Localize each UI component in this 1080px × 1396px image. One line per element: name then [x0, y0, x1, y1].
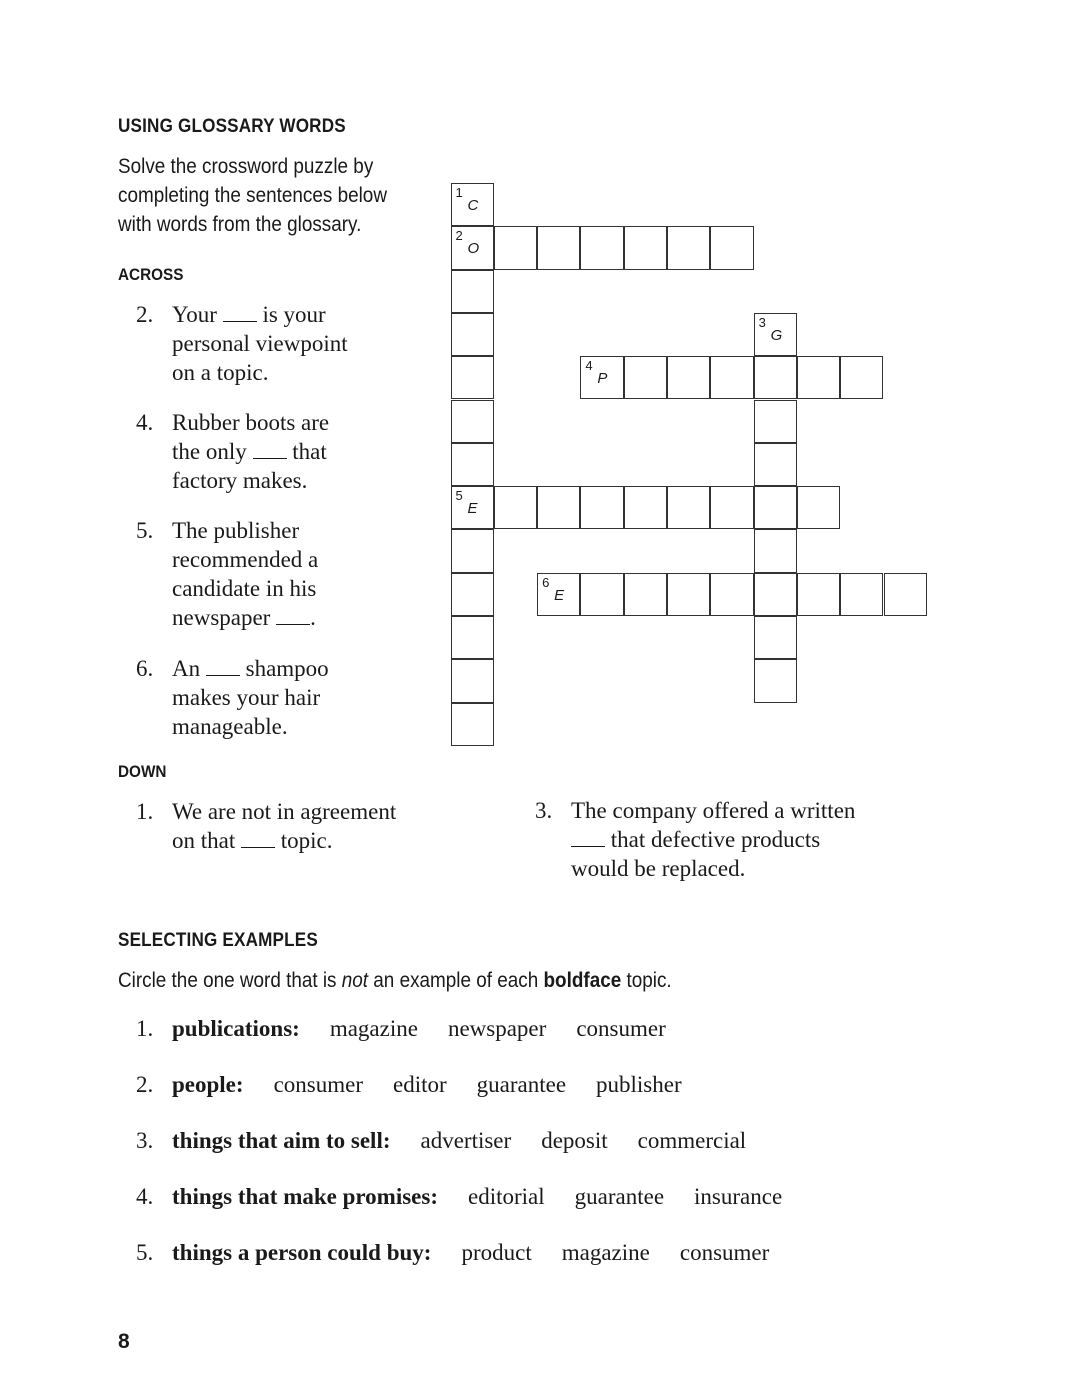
example-option[interactable]: guarantee	[476, 1072, 567, 1097]
intro-line: completing the sentences below	[118, 184, 387, 207]
crossword-cell[interactable]	[451, 573, 494, 616]
intro-text	[118, 152, 415, 239]
crossword-clue-number: 3	[758, 314, 766, 330]
crossword-cell[interactable]	[754, 486, 797, 529]
example-number: 4.	[136, 1184, 154, 1209]
crossword-cell[interactable]	[754, 356, 797, 399]
clue-text	[172, 300, 348, 387]
example-option[interactable]: insurance	[694, 1184, 783, 1209]
clue-segment: candidate in his	[172, 576, 317, 601]
clue-line	[172, 358, 348, 387]
crossword-cell[interactable]	[494, 226, 537, 269]
answer-blank	[206, 657, 240, 676]
example-item	[136, 1072, 712, 1098]
crossword-cell[interactable]	[580, 226, 623, 269]
clue-segment: shampoo	[239, 656, 329, 681]
example-topic: people:	[172, 1072, 244, 1097]
crossword-cell[interactable]	[451, 270, 494, 313]
crossword-cell[interactable]	[754, 529, 797, 572]
example-option[interactable]: magazine	[561, 1240, 650, 1265]
clue-line	[172, 826, 396, 855]
crossword-cell[interactable]	[754, 400, 797, 443]
crossword-cell[interactable]	[667, 356, 710, 399]
example-option[interactable]: editorial	[468, 1184, 545, 1209]
instruction-part: Circle the one word that is	[118, 969, 342, 992]
clue-segment: topic.	[275, 828, 333, 853]
example-topic: things a person could buy:	[172, 1240, 432, 1265]
answer-blank	[223, 303, 257, 322]
crossword-cell[interactable]	[451, 443, 494, 486]
crossword-clue-number: 4	[585, 358, 593, 374]
example-topic: publications:	[172, 1016, 300, 1041]
clue-number: 2.	[136, 302, 154, 327]
crossword-cell[interactable]	[537, 226, 580, 269]
crossword-start-letter: P	[597, 370, 608, 388]
crossword-cell[interactable]	[624, 226, 667, 269]
example-item	[136, 1240, 799, 1266]
crossword-cell[interactable]	[451, 529, 494, 572]
crossword-cell[interactable]	[754, 616, 797, 659]
example-option[interactable]: guarantee	[574, 1184, 665, 1209]
crossword-cell[interactable]	[537, 573, 580, 616]
example-option[interactable]: advertiser	[420, 1128, 512, 1153]
crossword-cell[interactable]	[451, 616, 494, 659]
clue-line	[172, 574, 318, 603]
clue-line	[172, 329, 348, 358]
crossword-cell[interactable]	[580, 486, 623, 529]
example-number: 5.	[136, 1240, 154, 1265]
example-topic: things that aim to sell:	[172, 1128, 391, 1153]
crossword-cell[interactable]	[451, 313, 494, 356]
clue-segment: would be replaced.	[571, 856, 746, 881]
clue-segment: makes your hair	[172, 685, 321, 710]
crossword-cell[interactable]	[797, 486, 840, 529]
crossword-cell[interactable]	[451, 356, 494, 399]
clue-segment: on that	[172, 828, 241, 853]
crossword-cell[interactable]	[451, 659, 494, 702]
crossword-start-letter: O	[467, 240, 480, 258]
clue-line	[172, 683, 329, 712]
example-item	[136, 1184, 812, 1210]
clue-segment: the only	[172, 439, 253, 464]
clue-text	[571, 796, 855, 883]
crossword-cell[interactable]	[451, 226, 494, 269]
crossword-cell[interactable]	[754, 443, 797, 486]
clue-segment: We are not in agreement	[172, 799, 397, 824]
example-number: 2.	[136, 1072, 154, 1097]
crossword-cell[interactable]	[754, 573, 797, 616]
clue-segment: .	[310, 605, 316, 630]
crossword-cell[interactable]	[754, 659, 797, 702]
example-option[interactable]: consumer	[576, 1016, 666, 1041]
crossword-cell[interactable]	[797, 356, 840, 399]
clue-line	[571, 854, 855, 883]
instruction-part: an example of each	[368, 969, 544, 992]
clue-line	[172, 712, 329, 741]
example-number: 3.	[136, 1128, 154, 1153]
crossword-clue-number: 5	[455, 488, 463, 504]
clue-number: 3.	[535, 798, 553, 823]
example-option[interactable]: consumer	[273, 1072, 363, 1097]
crossword-cell[interactable]	[884, 573, 927, 616]
crossword-cell[interactable]	[451, 183, 494, 226]
instruction-not: not	[341, 969, 369, 992]
crossword-start-letter: E	[467, 500, 478, 518]
crossword-clue-number: 1	[455, 185, 463, 200]
crossword-cell[interactable]	[667, 226, 710, 269]
clue-segment: newspaper	[172, 605, 277, 630]
example-topic: things that make promises:	[172, 1184, 439, 1209]
crossword-cell[interactable]	[797, 573, 840, 616]
clue-segment: Your	[172, 302, 223, 327]
crossword-cell[interactable]	[580, 356, 623, 399]
clue-number: 1.	[136, 799, 154, 824]
clue-number: 4.	[136, 410, 154, 435]
example-option[interactable]: product	[461, 1240, 532, 1265]
clue-number: 6.	[136, 656, 154, 681]
clue-line	[172, 797, 396, 826]
crossword-cell[interactable]	[580, 573, 623, 616]
clue-number: 5.	[136, 518, 154, 543]
clue-segment: is your	[256, 302, 326, 327]
clue-segment: The company offered a written	[571, 798, 856, 823]
crossword-cell[interactable]	[840, 356, 883, 399]
across-label: ACROSS	[118, 265, 184, 284]
example-item	[136, 1016, 696, 1042]
answer-blank	[571, 828, 605, 847]
crossword-cell[interactable]	[451, 703, 494, 746]
section-title-examples: SELECTING EXAMPLES	[118, 930, 318, 951]
crossword-start-letter: E	[554, 586, 565, 604]
clue-text	[172, 408, 329, 495]
clue-line	[172, 437, 329, 466]
clue-line	[172, 408, 329, 437]
crossword-start-letter: C	[467, 197, 479, 214]
clue-segment: An	[172, 656, 206, 681]
clue-line	[172, 466, 329, 495]
clue-line	[172, 545, 318, 574]
section-title-glossary: USING GLOSSARY WORDS	[118, 116, 346, 137]
crossword-cell[interactable]	[451, 400, 494, 443]
crossword-cell[interactable]	[710, 226, 753, 269]
clue-segment: Rubber boots are	[172, 410, 330, 435]
answer-blank	[253, 440, 287, 459]
example-option[interactable]: deposit	[541, 1128, 608, 1153]
clue-line	[172, 516, 318, 545]
answer-blank	[241, 829, 275, 848]
clue-segment: manageable.	[172, 714, 288, 739]
example-option[interactable]: newspaper	[447, 1016, 547, 1041]
intro-line: with words from the glossary.	[118, 213, 362, 236]
clue-line	[571, 825, 855, 854]
crossword-cell[interactable]	[667, 486, 710, 529]
clue-segment: that defective products	[605, 827, 821, 852]
answer-blank	[276, 606, 310, 625]
clue-text	[172, 516, 318, 632]
clue-line	[571, 796, 855, 825]
example-option[interactable]: editor	[392, 1072, 447, 1097]
crossword-cell[interactable]	[754, 313, 797, 356]
example-option[interactable]: publisher	[596, 1072, 682, 1097]
examples-instruction	[118, 966, 748, 995]
clue-segment: factory makes.	[172, 468, 308, 493]
crossword-cell[interactable]	[710, 356, 753, 399]
crossword-cell[interactable]	[624, 573, 667, 616]
crossword-cell[interactable]	[451, 486, 494, 529]
intro-line: Solve the crossword puzzle by	[118, 155, 374, 178]
crossword-clue-number: 2	[455, 228, 463, 244]
clue-text	[172, 797, 396, 855]
crossword-cell[interactable]	[537, 486, 580, 529]
clue-segment: personal viewpoint	[172, 331, 348, 356]
example-option[interactable]: consumer	[679, 1240, 770, 1265]
crossword-cell[interactable]	[667, 573, 710, 616]
example-option[interactable]: commercial	[637, 1128, 747, 1153]
down-label: DOWN	[118, 762, 167, 781]
clue-line	[172, 654, 329, 683]
instruction-boldface: boldface	[543, 969, 622, 992]
crossword-cell[interactable]	[840, 573, 883, 616]
crossword-cell[interactable]	[710, 573, 753, 616]
example-option[interactable]: magazine	[329, 1016, 418, 1041]
example-number: 1.	[136, 1016, 154, 1041]
clue-line	[172, 603, 318, 632]
clue-segment: that	[286, 439, 327, 464]
example-item	[136, 1128, 776, 1154]
clue-segment: The publisher	[172, 518, 300, 543]
page-number: 8	[118, 1330, 130, 1353]
clue-segment: on a topic.	[172, 360, 269, 385]
clue-segment: recommended a	[172, 547, 319, 572]
crossword-cell[interactable]	[494, 486, 537, 529]
crossword-cell[interactable]	[624, 356, 667, 399]
instruction-part: topic.	[621, 969, 672, 992]
clue-line	[172, 300, 348, 329]
clue-text	[172, 654, 329, 741]
crossword-cell[interactable]	[710, 486, 753, 529]
crossword-start-letter: G	[770, 326, 783, 344]
crossword-clue-number: 6	[542, 574, 550, 590]
crossword-cell[interactable]	[624, 486, 667, 529]
